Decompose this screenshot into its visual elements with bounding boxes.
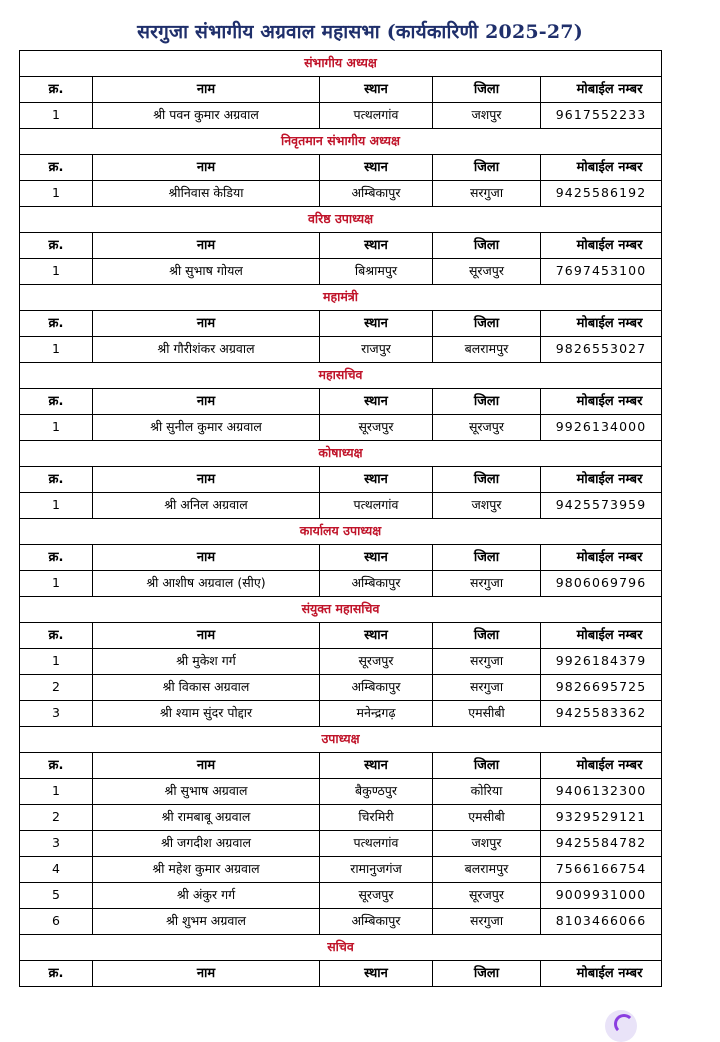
cell-mobile: 7566166754 [541, 857, 662, 883]
column-header-row [20, 389, 662, 415]
cell-mobile: 8103466066 [541, 909, 662, 935]
table-row [20, 909, 662, 935]
cell-mobile: 9926184379 [541, 649, 662, 675]
header-name: नाम [93, 545, 320, 571]
cell-mobile: 9806069796 [541, 571, 662, 597]
cell-mobile: 9009931000 [541, 883, 662, 909]
table-row [20, 649, 662, 675]
header-mobile: मोबाईल नम्बर [541, 467, 662, 493]
header-district: जिला [433, 311, 541, 337]
table-row [20, 857, 662, 883]
cell-district: एमसीबी [433, 701, 541, 727]
header-name: नाम [93, 961, 320, 987]
cell-name: श्री अनिल अग्रवाल [93, 493, 320, 519]
header-place: स्थान [320, 961, 433, 987]
page-title: सरगुजा संभागीय अग्रवाल महासभा (कार्यकारिणी 2025-27) [137, 21, 583, 43]
header-serial: क्र. [20, 753, 93, 779]
cell-name: श्री गौरीशंकर अग्रवाल [93, 337, 320, 363]
section-heading-row [20, 597, 662, 623]
section-heading: उपाध्यक्ष [20, 727, 662, 753]
header-district: जिला [433, 467, 541, 493]
header-place: स्थान [320, 545, 433, 571]
table-row [20, 831, 662, 857]
header-name: नाम [93, 753, 320, 779]
header-mobile: मोबाईल नम्बर [541, 233, 662, 259]
cell-serial: 1 [20, 571, 93, 597]
section-heading: महासचिव [20, 363, 662, 389]
header-district: जिला [433, 155, 541, 181]
cell-name: श्री जगदीश अग्रवाल [93, 831, 320, 857]
cell-district: सूरजपुर [433, 883, 541, 909]
cell-mobile: 9826553027 [541, 337, 662, 363]
column-header-row [20, 545, 662, 571]
section-heading-row [20, 207, 662, 233]
cell-district: एमसीबी [433, 805, 541, 831]
header-place: स्थान [320, 467, 433, 493]
table-row [20, 259, 662, 285]
column-header-row [20, 753, 662, 779]
header-mobile: मोबाईल नम्बर [541, 623, 662, 649]
cell-place: सूरजपुर [320, 415, 433, 441]
table-row [20, 103, 662, 129]
cell-serial: 2 [20, 805, 93, 831]
header-mobile: मोबाईल नम्बर [541, 155, 662, 181]
section-heading: संयुक्त महासचिव [20, 597, 662, 623]
header-serial: क्र. [20, 545, 93, 571]
cell-name: श्री सुभाष गोयल [93, 259, 320, 285]
table-row [20, 493, 662, 519]
header-serial: क्र. [20, 389, 93, 415]
header-mobile: मोबाईल नम्बर [541, 961, 662, 987]
cell-name: श्री मुकेश गर्ग [93, 649, 320, 675]
cell-name: श्री श्याम सुंदर पोद्दार [93, 701, 320, 727]
cell-serial: 1 [20, 259, 93, 285]
header-serial: क्र. [20, 77, 93, 103]
cell-district: सरगुजा [433, 675, 541, 701]
table-row [20, 181, 662, 207]
header-serial: क्र. [20, 233, 93, 259]
header-place: स्थान [320, 623, 433, 649]
header-district: जिला [433, 389, 541, 415]
header-mobile: मोबाईल नम्बर [541, 545, 662, 571]
table-row [20, 701, 662, 727]
column-header-row [20, 233, 662, 259]
cell-district: सरगुजा [433, 571, 541, 597]
header-serial: क्र. [20, 155, 93, 181]
table-row [20, 883, 662, 909]
section-heading: संभागीय अध्यक्ष [20, 51, 662, 77]
cell-mobile: 9406132300 [541, 779, 662, 805]
section-heading-row [20, 727, 662, 753]
section-heading: सचिव [20, 935, 662, 961]
section-heading-row [20, 51, 662, 77]
cell-serial: 1 [20, 493, 93, 519]
cell-place: अम्बिकापुर [320, 675, 433, 701]
section-heading-row [20, 441, 662, 467]
cell-district: जशपुर [433, 831, 541, 857]
cell-place: पत्थलगांव [320, 493, 433, 519]
cell-place: बैकुण्ठपुर [320, 779, 433, 805]
header-name: नाम [93, 77, 320, 103]
cell-district: सरगुजा [433, 181, 541, 207]
section-heading-row [20, 129, 662, 155]
cell-district: कोरिया [433, 779, 541, 805]
section-heading-row [20, 285, 662, 311]
section-heading: वरिष्ठ उपाध्यक्ष [20, 207, 662, 233]
header-serial: क्र. [20, 311, 93, 337]
cell-name: श्री पवन कुमार अग्रवाल [93, 103, 320, 129]
cell-district: सूरजपुर [433, 415, 541, 441]
header-mobile: मोबाईल नम्बर [541, 753, 662, 779]
cell-place: सूरजपुर [320, 649, 433, 675]
cell-district: जशपुर [433, 103, 541, 129]
header-place: स्थान [320, 155, 433, 181]
cell-district: सूरजपुर [433, 259, 541, 285]
committee-table [19, 50, 662, 987]
cell-district: बलरामपुर [433, 337, 541, 363]
header-name: नाम [93, 155, 320, 181]
cell-district: बलरामपुर [433, 857, 541, 883]
table-row [20, 805, 662, 831]
column-header-row [20, 77, 662, 103]
header-district: जिला [433, 623, 541, 649]
cell-place: राजपुर [320, 337, 433, 363]
cell-place: मनेन्द्रगढ़ [320, 701, 433, 727]
header-serial: क्र. [20, 961, 93, 987]
cell-mobile: 9425586192 [541, 181, 662, 207]
header-place: स्थान [320, 753, 433, 779]
header-district: जिला [433, 77, 541, 103]
cell-serial: 6 [20, 909, 93, 935]
cell-district: सरगुजा [433, 649, 541, 675]
cell-serial: 3 [20, 831, 93, 857]
cell-mobile: 9926134000 [541, 415, 662, 441]
cell-serial: 1 [20, 415, 93, 441]
section-heading-row [20, 935, 662, 961]
cell-place: पत्थलगांव [320, 103, 433, 129]
cell-serial: 2 [20, 675, 93, 701]
column-header-row [20, 311, 662, 337]
cell-place: बिश्रामपुर [320, 259, 433, 285]
cell-serial: 5 [20, 883, 93, 909]
cell-place: अम्बिकापुर [320, 909, 433, 935]
section-heading: निवृतमान संभागीय अध्यक्ष [20, 129, 662, 155]
cell-serial: 1 [20, 779, 93, 805]
header-place: स्थान [320, 233, 433, 259]
section-heading: महामंत्री [20, 285, 662, 311]
cell-name: श्री आशीष अग्रवाल (सीए) [93, 571, 320, 597]
cell-name: श्री विकास अग्रवाल [93, 675, 320, 701]
cell-name: श्री सुनील कुमार अग्रवाल [93, 415, 320, 441]
section-heading: कोषाध्यक्ष [20, 441, 662, 467]
cell-serial: 3 [20, 701, 93, 727]
cell-district: जशपुर [433, 493, 541, 519]
header-serial: क्र. [20, 623, 93, 649]
table-row [20, 571, 662, 597]
header-place: स्थान [320, 77, 433, 103]
column-header-row [20, 961, 662, 987]
cell-serial: 1 [20, 337, 93, 363]
cell-mobile: 9425573959 [541, 493, 662, 519]
header-mobile: मोबाईल नम्बर [541, 77, 662, 103]
column-header-row [20, 467, 662, 493]
cell-district: सरगुजा [433, 909, 541, 935]
cell-mobile: 9425583362 [541, 701, 662, 727]
header-name: नाम [93, 623, 320, 649]
cell-mobile: 7697453100 [541, 259, 662, 285]
cell-serial: 1 [20, 649, 93, 675]
header-place: स्थान [320, 389, 433, 415]
table-row [20, 675, 662, 701]
section-heading-row [20, 363, 662, 389]
cell-place: अम्बिकापुर [320, 571, 433, 597]
assistant-icon [614, 1014, 634, 1034]
header-name: नाम [93, 233, 320, 259]
cell-mobile: 9617552233 [541, 103, 662, 129]
cell-place: अम्बिकापुर [320, 181, 433, 207]
header-mobile: मोबाईल नम्बर [541, 389, 662, 415]
header-mobile: मोबाईल नम्बर [541, 311, 662, 337]
cell-place: रामानुजगंज [320, 857, 433, 883]
header-district: जिला [433, 753, 541, 779]
cell-place: पत्थलगांव [320, 831, 433, 857]
table-row [20, 779, 662, 805]
header-name: नाम [93, 311, 320, 337]
header-place: स्थान [320, 311, 433, 337]
cell-mobile: 9425584782 [541, 831, 662, 857]
cell-place: सूरजपुर [320, 883, 433, 909]
cell-name: श्रीनिवास केडिया [93, 181, 320, 207]
table-row [20, 337, 662, 363]
cell-mobile: 9329529121 [541, 805, 662, 831]
header-name: नाम [93, 467, 320, 493]
cell-name: श्री रामबाबू अग्रवाल [93, 805, 320, 831]
cell-serial: 1 [20, 103, 93, 129]
header-district: जिला [433, 233, 541, 259]
header-district: जिला [433, 961, 541, 987]
column-header-row [20, 623, 662, 649]
column-header-row [20, 155, 662, 181]
header-serial: क्र. [20, 467, 93, 493]
cell-name: श्री शुभम अग्रवाल [93, 909, 320, 935]
section-heading-row [20, 519, 662, 545]
cell-place: चिरमिरी [320, 805, 433, 831]
cell-name: श्री अंकुर गर्ग [93, 883, 320, 909]
cell-name: श्री महेश कुमार अग्रवाल [93, 857, 320, 883]
cell-mobile: 9826695725 [541, 675, 662, 701]
cell-serial: 1 [20, 181, 93, 207]
cell-name: श्री सुभाष अग्रवाल [93, 779, 320, 805]
header-name: नाम [93, 389, 320, 415]
table-row [20, 415, 662, 441]
header-district: जिला [433, 545, 541, 571]
cell-serial: 4 [20, 857, 93, 883]
section-heading: कार्यालय उपाध्यक्ष [20, 519, 662, 545]
